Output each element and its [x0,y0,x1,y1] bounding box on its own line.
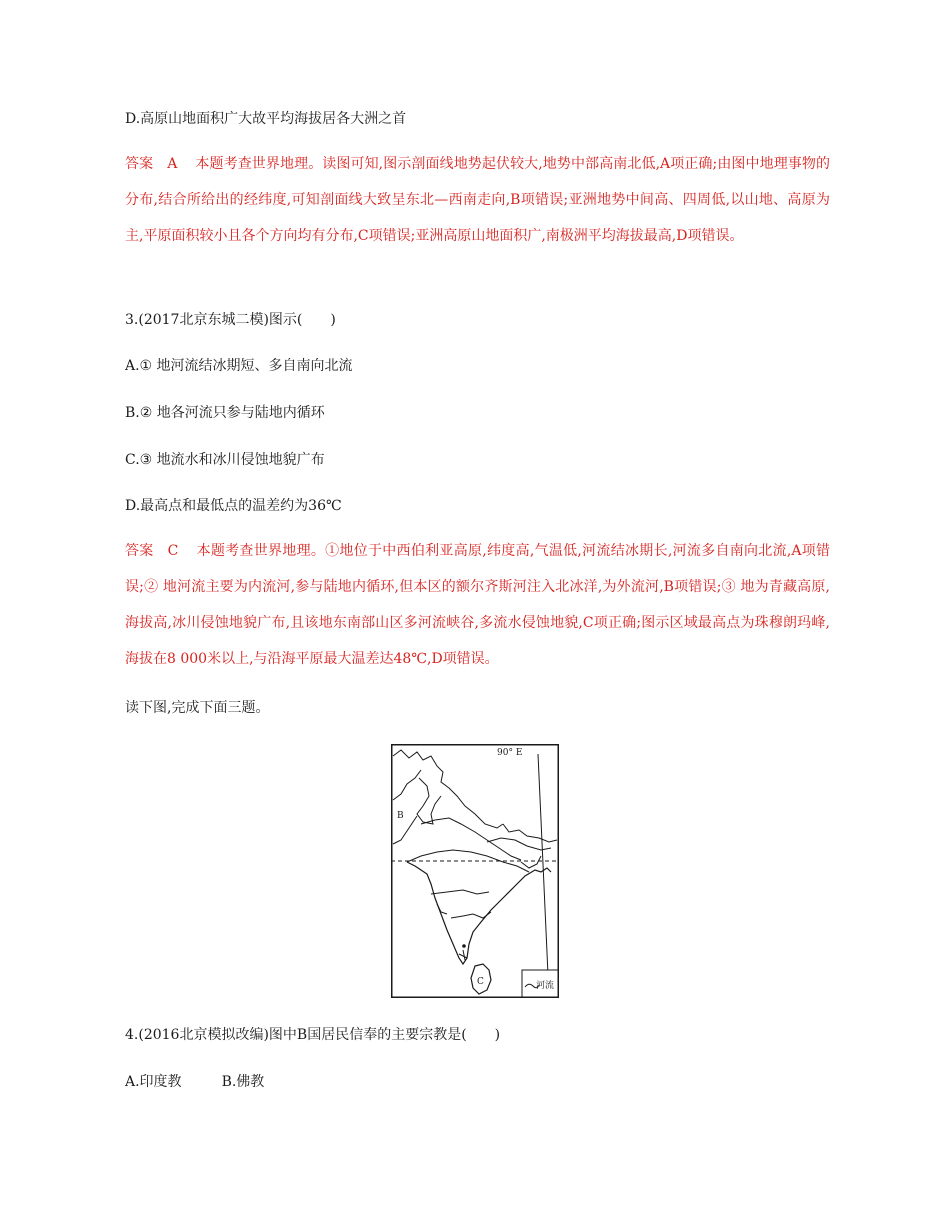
meridian-label: 90° E [497,748,523,758]
label-c: C [477,977,484,987]
south-asia-map [391,744,559,998]
q3-option-c: C.③ 地流水和冰川侵蚀地貌广布 [125,452,325,468]
answer-2-text: 本题考查世界地理。读图可知,图示剖面线地势起伏较大,地势中部高南北低,A项正确;由图中地理事物的分布,结合所给出的经纬度,可知剖面线大致呈东北—西南走向,B项错误;亚洲地势中间高、四周低,以山地、高原为主,平原面积较小且各个方向均有分布,C项错误;亚洲高原山地面积广,南极洲平均海拔最高,D项错误。 [125,156,830,244]
q4-options [125,1073,264,1091]
city-dot [462,944,466,948]
answer-3-tag: 答案 [125,543,154,559]
q4-option-a: A.印度教 [125,1074,182,1090]
legend-label: 河流 [536,981,555,991]
answer-3-text: 本题考查世界地理。①地位于中西伯利亚高原,纬度高,气温低,河流结冰期长,河流多自南向北流,A项错误;② 地河流主要为内流河,参与陆地内循环,但本区的额尔齐斯河注入北冰洋,为外流河,B项错误;③ 地为青藏高原,海拔高,冰川侵蚀地貌广布,且该地东南部山区多河流峡谷,多流水侵蚀地貌,C项正确;图示区域最高点为珠穆朗玛峰,海拔在8 000米以上,与沿海平原最大温差达48℃,D项错误。 [125,543,831,667]
q4-option-b: B.佛教 [221,1074,265,1090]
answer-3-key: C [167,543,179,559]
q3-stem: 3.(2017北京东城二模)图示( ) [125,312,336,328]
map-svg [391,744,559,998]
answer-2 [125,146,830,254]
answer-2-tag: 答案 [125,156,154,172]
q3-option-a: A.① 地河流结冰期短、多自南向北流 [125,358,353,374]
answer-3 [125,533,830,677]
q4-stem: 4.(2016北京模拟改编)图中B国居民信奉的主要宗教是( ) [125,1027,501,1043]
q2-option-d: D.高原山地面积广大故平均海拔居各大洲之首 [125,111,407,127]
q3-option-b: B.② 地各河流只参与陆地内循环 [125,405,325,421]
label-b: B [397,811,404,821]
intro-text: 读下图,完成下面三题。 [125,700,270,716]
q3-option-d: D.最高点和最低点的温差约为36℃ [125,498,342,514]
answer-2-key: A [167,156,178,172]
